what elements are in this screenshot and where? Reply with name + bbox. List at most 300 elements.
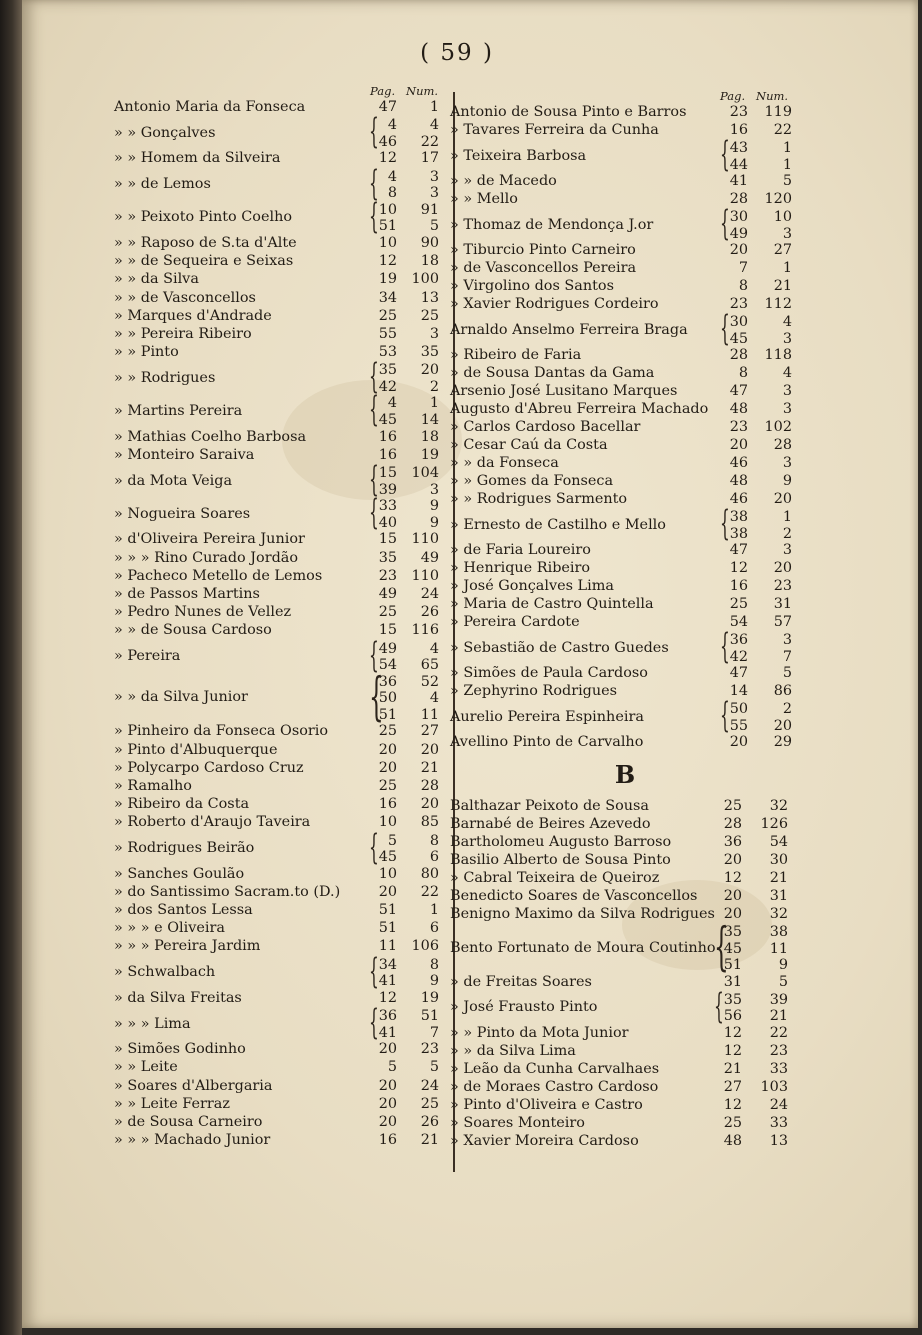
brace-mark: { bbox=[714, 917, 729, 977]
index-entry bbox=[114, 1113, 439, 1132]
entry-name: Benigno Maximo da Silva Rodrigues bbox=[450, 906, 715, 922]
index-entry bbox=[450, 906, 800, 924]
index-entry bbox=[450, 852, 800, 870]
number-ref: 30 bbox=[769, 852, 788, 868]
brace-mark: { bbox=[720, 627, 730, 667]
page-ref: 49 bbox=[729, 225, 748, 242]
index-entry bbox=[450, 278, 800, 296]
page-ref: 48 bbox=[729, 401, 748, 417]
entry-name: Barnabé de Beires Azevedo bbox=[450, 816, 651, 832]
entry-name: » » » Pereira Jardim bbox=[114, 938, 261, 955]
number-ref: 19 bbox=[420, 446, 439, 463]
number-ref: 31 bbox=[769, 888, 788, 904]
brace-mark: { bbox=[369, 635, 379, 676]
page-ref: 23 bbox=[378, 567, 397, 584]
number-ref: 4 bbox=[429, 640, 439, 657]
page-ref: 23 bbox=[729, 104, 748, 120]
page-ref: 42 bbox=[378, 378, 397, 395]
page-ref: 12 bbox=[723, 870, 742, 886]
page-ref: 20 bbox=[378, 1113, 397, 1130]
page-ref: 50 bbox=[378, 690, 397, 707]
entry-name: » Simões Godinho bbox=[114, 1041, 246, 1058]
entry-name: » » Gonçalves bbox=[114, 124, 216, 141]
number-ref: 51 bbox=[420, 1008, 439, 1024]
number-ref: 20 bbox=[773, 491, 792, 507]
index-entry bbox=[114, 1041, 439, 1059]
index-entry bbox=[114, 777, 439, 796]
page-ref: 49 bbox=[378, 585, 397, 602]
page-number: ( 59 ) bbox=[420, 40, 494, 66]
number-ref: 20 bbox=[773, 560, 792, 576]
index-entry bbox=[450, 1097, 800, 1115]
page-ref: 35 bbox=[378, 549, 397, 566]
page-ref: 25 bbox=[378, 604, 397, 621]
number-ref: 28 bbox=[773, 437, 792, 453]
entry-name: Bartholomeu Augusto Barroso bbox=[450, 834, 672, 850]
brace-mark: { bbox=[369, 112, 379, 153]
brace-mark: { bbox=[720, 696, 730, 736]
brace-mark: { bbox=[720, 135, 730, 175]
entry-name: » » Rodrigues Sarmento bbox=[450, 491, 628, 507]
entry-name: » Carlos Cardoso Bacellar bbox=[450, 419, 641, 435]
page-ref: 12 bbox=[378, 989, 397, 1006]
entry-name: » » da Silva Lima bbox=[450, 1042, 576, 1059]
entry-name: » Pinto d'Oliveira e Castro bbox=[450, 1096, 643, 1113]
entry-name: » Pereira bbox=[114, 648, 181, 664]
page-ref: 36 bbox=[723, 834, 742, 850]
number-ref: 49 bbox=[420, 549, 439, 566]
number-ref: 33 bbox=[769, 1114, 788, 1131]
number-ref: 9 bbox=[429, 514, 439, 531]
number-ref: 1 bbox=[429, 902, 439, 919]
number-ref: 39 bbox=[769, 991, 788, 1008]
index-entry bbox=[450, 1115, 800, 1133]
entry-name: » Xavier Rodrigues Cordeiro bbox=[450, 296, 659, 312]
page-ref: 30 bbox=[729, 314, 748, 330]
index-entry bbox=[450, 504, 800, 544]
entry-name: Benedicto Soares de Vasconcellos bbox=[450, 888, 698, 904]
index-entry bbox=[450, 309, 800, 349]
entry-name: Bento Fortunato de Moura Coutinho bbox=[450, 939, 716, 956]
book-page bbox=[22, 0, 918, 1328]
page-ref: 12 bbox=[378, 150, 397, 167]
index-entry bbox=[114, 567, 439, 586]
page-ref: 47 bbox=[729, 665, 748, 681]
index-entry bbox=[450, 473, 800, 491]
page-ref: 38 bbox=[729, 509, 748, 525]
brace-mark: { bbox=[369, 1003, 379, 1043]
entry-name: » Soares Monteiro bbox=[450, 1114, 585, 1131]
page-ref: 4 bbox=[387, 117, 397, 134]
page-ref: 4 bbox=[387, 395, 397, 412]
index-entry bbox=[450, 419, 800, 437]
number-ref: 26 bbox=[420, 604, 439, 621]
number-ref: 8 bbox=[429, 956, 439, 973]
index-entry bbox=[450, 596, 800, 614]
number-ref: 3 bbox=[782, 542, 792, 558]
brace-mark: { bbox=[714, 986, 724, 1027]
entry-name: » Ribeiro de Faria bbox=[450, 347, 582, 363]
brace-mark: { bbox=[369, 666, 384, 727]
number-ref: 103 bbox=[760, 1078, 788, 1095]
entry-name: » Thomaz de Mendonça J.or bbox=[450, 216, 654, 233]
entry-name: » Soares d'Albergaria bbox=[114, 1077, 273, 1094]
page-ref: 45 bbox=[378, 411, 397, 428]
number-ref: 22 bbox=[420, 133, 439, 150]
number-ref: 8 bbox=[429, 832, 439, 849]
number-ref: 13 bbox=[420, 289, 439, 306]
page-ref: 42 bbox=[729, 648, 748, 665]
entry-name: » José Gonçalves Lima bbox=[450, 578, 614, 594]
page-ref: 12 bbox=[723, 1042, 742, 1059]
index-entry bbox=[450, 696, 800, 736]
num-header: Num. bbox=[406, 84, 439, 98]
entry-name: » » Gomes da Fonseca bbox=[450, 473, 614, 489]
number-ref: 27 bbox=[773, 242, 792, 258]
page-ref: 47 bbox=[729, 542, 748, 558]
number-ref: 3 bbox=[782, 401, 792, 417]
number-ref: 6 bbox=[429, 849, 439, 865]
index-entry bbox=[450, 986, 800, 1027]
number-ref: 65 bbox=[420, 657, 439, 673]
number-ref: 19 bbox=[420, 989, 439, 1006]
page-ref: 25 bbox=[378, 307, 397, 324]
number-ref: 1 bbox=[782, 260, 792, 276]
brace-mark: { bbox=[369, 357, 379, 398]
brace-mark: { bbox=[720, 204, 730, 244]
entry-name: » » » Machado Junior bbox=[114, 1132, 271, 1149]
page-ref: 12 bbox=[729, 560, 748, 576]
index-entry bbox=[114, 1077, 439, 1096]
index-entry bbox=[450, 401, 800, 419]
number-ref: 24 bbox=[420, 585, 439, 602]
index-entry bbox=[114, 99, 439, 117]
index-entry bbox=[114, 883, 439, 902]
number-ref: 7 bbox=[429, 1024, 439, 1041]
page-ref: 16 bbox=[729, 578, 748, 594]
entry-name: » de Sousa Carneiro bbox=[114, 1113, 263, 1130]
number-ref: 29 bbox=[773, 734, 792, 750]
number-ref: 1 bbox=[429, 395, 439, 412]
page-ref: 47 bbox=[378, 99, 397, 115]
page-ref: 20 bbox=[729, 437, 748, 453]
number-ref: 2 bbox=[782, 701, 792, 717]
index-entry bbox=[114, 390, 439, 431]
entry-name: Antonio de Sousa Pinto e Barros bbox=[450, 104, 687, 120]
entry-name: » » de Macedo bbox=[450, 173, 557, 189]
number-ref: 4 bbox=[429, 690, 439, 707]
page-ref: 40 bbox=[378, 514, 397, 531]
number-ref: 3 bbox=[429, 185, 439, 202]
entry-name: » Virgolino dos Santos bbox=[450, 278, 614, 294]
number-ref: 106 bbox=[411, 938, 439, 955]
entry-name: » Cesar Caú da Costa bbox=[450, 437, 608, 453]
number-ref: 10 bbox=[773, 209, 792, 225]
index-entry bbox=[450, 683, 800, 701]
index-entry bbox=[450, 260, 800, 278]
index-entry bbox=[450, 888, 800, 906]
index-entry bbox=[114, 460, 439, 500]
page-ref: 20 bbox=[723, 888, 742, 904]
entry-name: Avellino Pinto de Carvalho bbox=[450, 734, 644, 750]
column-header bbox=[450, 88, 800, 104]
page-ref: 12 bbox=[723, 1024, 742, 1041]
page-ref: 55 bbox=[378, 325, 397, 342]
entry-name: » do Santissimo Sacram.to (D.) bbox=[114, 883, 341, 900]
page-ref: 20 bbox=[729, 242, 748, 258]
number-ref: 14 bbox=[420, 411, 439, 428]
page-ref: 12 bbox=[723, 1096, 742, 1113]
page-ref: 36 bbox=[378, 673, 397, 690]
page-ref: 5 bbox=[387, 832, 397, 849]
brace-mark: { bbox=[369, 460, 379, 500]
page-ref: 41 bbox=[378, 973, 397, 990]
entry-name: » » » Rino Curado Jordão bbox=[114, 549, 299, 566]
entry-list bbox=[450, 798, 800, 1151]
entry-name: » » Raposo de S.ta d'Alte bbox=[114, 234, 297, 251]
index-entry bbox=[114, 163, 439, 204]
index-entry bbox=[450, 437, 800, 455]
page-ref: 34 bbox=[378, 956, 397, 973]
entry-name: » de Faria Loureiro bbox=[450, 542, 591, 558]
page-ref: 15 bbox=[378, 465, 397, 481]
number-ref: 23 bbox=[420, 1041, 439, 1058]
number-ref: 52 bbox=[420, 673, 439, 690]
entry-name: » de Freitas Soares bbox=[450, 973, 592, 990]
page-ref: 20 bbox=[378, 1041, 397, 1058]
entry-name: » de Sousa Dantas da Gama bbox=[450, 365, 655, 381]
number-ref: 1 bbox=[782, 140, 792, 156]
entry-name: » de Vasconcellos Pereira bbox=[450, 260, 637, 276]
entry-name: » Schwalbach bbox=[114, 964, 216, 981]
entry-name: Antonio Maria da Fonseca bbox=[114, 99, 306, 115]
index-entry bbox=[114, 253, 439, 271]
entry-name: » Pacheco Metello de Lemos bbox=[114, 567, 323, 584]
number-ref: 20 bbox=[773, 717, 792, 734]
index-entry bbox=[114, 531, 439, 549]
index-entry bbox=[450, 104, 800, 122]
brace-mark: { bbox=[369, 196, 379, 237]
number-ref: 119 bbox=[764, 104, 792, 120]
index-entry bbox=[114, 196, 439, 237]
entry-name: » » Pinto da Mota Junior bbox=[450, 1024, 629, 1041]
number-ref: 90 bbox=[420, 234, 439, 251]
page-ref: 25 bbox=[378, 777, 397, 794]
number-ref: 21 bbox=[420, 759, 439, 776]
entry-name: » » Rodrigues bbox=[114, 369, 216, 386]
index-entry bbox=[450, 1133, 800, 1151]
page-ref: 45 bbox=[723, 940, 742, 957]
page-ref: 41 bbox=[378, 1024, 397, 1041]
number-ref: 91 bbox=[420, 201, 439, 218]
number-ref: 100 bbox=[411, 271, 439, 288]
page-ref: 48 bbox=[723, 1132, 742, 1149]
entry-name: » » de Sequeira e Seixas bbox=[114, 253, 294, 270]
page-ref: 25 bbox=[729, 596, 748, 612]
number-ref: 23 bbox=[773, 578, 792, 594]
entry-name: » de Passos Martins bbox=[114, 585, 260, 602]
entry-name: » Henrique Ribeiro bbox=[450, 560, 591, 576]
entry-name: » Cabral Teixeira de Queiroz bbox=[450, 870, 660, 886]
page-ref: 35 bbox=[378, 362, 397, 379]
number-ref: 27 bbox=[420, 723, 439, 740]
page-ref: 10 bbox=[378, 865, 397, 882]
brace-mark: { bbox=[369, 951, 379, 992]
page-ref: 20 bbox=[378, 1077, 397, 1094]
number-ref: 17 bbox=[420, 150, 439, 167]
number-ref: 25 bbox=[420, 1095, 439, 1112]
entry-name: » » Leite bbox=[114, 1059, 178, 1076]
index-entry bbox=[114, 827, 439, 868]
page-ref: 56 bbox=[723, 1008, 742, 1024]
page-ref: 28 bbox=[729, 191, 748, 207]
number-ref: 80 bbox=[420, 865, 439, 882]
page-ref: 16 bbox=[378, 446, 397, 463]
entry-name: » Mathias Coelho Barbosa bbox=[114, 428, 307, 445]
page-ref: 20 bbox=[723, 852, 742, 868]
page-ref: 15 bbox=[378, 531, 397, 548]
page-ref: 8 bbox=[738, 278, 748, 294]
entry-name: » Pinheiro da Fonseca Osorio bbox=[114, 723, 329, 740]
page-ref: 36 bbox=[378, 1008, 397, 1024]
number-ref: 9 bbox=[778, 957, 788, 973]
page-ref: 20 bbox=[378, 759, 397, 776]
page-ref: 23 bbox=[729, 419, 748, 435]
number-ref: 22 bbox=[420, 883, 439, 900]
number-ref: 5 bbox=[429, 218, 439, 235]
entry-name: » Martins Pereira bbox=[114, 402, 243, 419]
index-entry bbox=[114, 1132, 439, 1150]
number-ref: 33 bbox=[769, 1060, 788, 1077]
entry-name: » Pinto d'Albuquerque bbox=[114, 741, 278, 758]
number-ref: 1 bbox=[429, 99, 439, 115]
entry-name: » José Frausto Pinto bbox=[450, 999, 598, 1015]
number-ref: 13 bbox=[769, 1132, 788, 1149]
index-entry bbox=[114, 1059, 439, 1077]
index-entry bbox=[450, 122, 800, 140]
page-ref: 35 bbox=[723, 924, 742, 940]
index-entry bbox=[450, 347, 800, 365]
index-entry bbox=[114, 1095, 439, 1114]
page-ref: 55 bbox=[729, 717, 748, 734]
entry-name: » Pereira Cardote bbox=[450, 614, 580, 630]
number-ref: 24 bbox=[420, 1077, 439, 1094]
page-ref: 44 bbox=[729, 156, 748, 173]
page-ref: 53 bbox=[378, 344, 397, 361]
number-ref: 102 bbox=[764, 419, 792, 435]
entry-name: » Roberto d'Araujo Taveira bbox=[114, 814, 311, 831]
index-entry bbox=[114, 112, 439, 153]
number-ref: 110 bbox=[411, 531, 439, 548]
index-column-left bbox=[114, 83, 439, 1150]
index-entry bbox=[114, 271, 439, 289]
number-ref: 112 bbox=[764, 296, 792, 312]
number-ref: 22 bbox=[773, 122, 792, 138]
index-entry bbox=[450, 1043, 800, 1061]
page-ref: 51 bbox=[378, 902, 397, 919]
entry-name: » d'Oliveira Pereira Junior bbox=[114, 531, 305, 548]
entry-name: » Ernesto de Castilho e Mello bbox=[450, 516, 666, 533]
page-ref: 45 bbox=[378, 849, 397, 865]
entry-list bbox=[114, 99, 439, 1150]
entry-name: » » » Lima bbox=[114, 1015, 191, 1032]
entry-name: » Xavier Moreira Cardoso bbox=[450, 1132, 639, 1149]
page-ref: 27 bbox=[723, 1078, 742, 1095]
number-ref: 18 bbox=[420, 253, 439, 270]
entry-name: » » da Silva Junior bbox=[114, 689, 248, 706]
index-entry bbox=[114, 289, 439, 308]
entry-name: » Leão da Cunha Carvalhaes bbox=[450, 1060, 660, 1077]
entry-name: » » Pereira Ribeiro bbox=[114, 325, 252, 342]
page-ref: 46 bbox=[378, 133, 397, 150]
index-entry bbox=[114, 150, 439, 168]
page-ref: 50 bbox=[729, 701, 748, 717]
page-ref: 25 bbox=[723, 798, 742, 814]
number-ref: 20 bbox=[420, 362, 439, 379]
entry-name: » » » e Oliveira bbox=[114, 920, 225, 937]
entry-name: » Marques d'Andrade bbox=[114, 307, 272, 324]
entry-name: Aurelio Pereira Espinheira bbox=[450, 708, 644, 725]
page-ref: 43 bbox=[729, 140, 748, 156]
page-ref: 21 bbox=[723, 1060, 742, 1077]
index-entry bbox=[450, 1061, 800, 1079]
number-ref: 3 bbox=[429, 168, 439, 185]
number-ref: 32 bbox=[769, 906, 788, 922]
page-ref: 20 bbox=[378, 1095, 397, 1112]
pag-header: Pag. bbox=[370, 84, 396, 98]
number-ref: 2 bbox=[782, 525, 792, 542]
page-ref: 16 bbox=[378, 428, 397, 445]
index-entry bbox=[114, 1003, 439, 1043]
page-ref: 35 bbox=[723, 991, 742, 1008]
number-ref: 11 bbox=[769, 940, 788, 957]
entry-name: » de Moraes Castro Cardoso bbox=[450, 1078, 659, 1095]
num-header: Num. bbox=[756, 89, 789, 103]
number-ref: 31 bbox=[773, 596, 792, 612]
number-ref: 1 bbox=[782, 156, 792, 173]
index-entry bbox=[114, 741, 439, 760]
number-ref: 11 bbox=[420, 706, 439, 723]
index-entry bbox=[450, 242, 800, 260]
page-ref: 16 bbox=[378, 1132, 397, 1149]
page-ref: 20 bbox=[729, 734, 748, 750]
page-ref: 28 bbox=[729, 347, 748, 363]
index-entry bbox=[114, 446, 439, 465]
number-ref: 3 bbox=[429, 325, 439, 342]
number-ref: 3 bbox=[782, 632, 792, 648]
index-entry bbox=[450, 173, 800, 191]
index-entry bbox=[450, 296, 800, 314]
number-ref: 9 bbox=[782, 473, 792, 489]
index-entry bbox=[114, 635, 439, 676]
index-entry bbox=[450, 917, 800, 977]
number-ref: 24 bbox=[769, 1096, 788, 1113]
entry-list bbox=[450, 104, 800, 752]
page-ref: 15 bbox=[378, 622, 397, 639]
page-ref: 51 bbox=[378, 218, 397, 235]
index-entry bbox=[450, 491, 800, 509]
number-ref: 5 bbox=[782, 665, 792, 681]
page-ref: 20 bbox=[723, 906, 742, 922]
index-entry bbox=[114, 989, 439, 1008]
number-ref: 1 bbox=[782, 509, 792, 525]
number-ref: 7 bbox=[782, 648, 792, 665]
number-ref: 54 bbox=[769, 834, 788, 850]
index-entry bbox=[450, 560, 800, 578]
index-entry bbox=[114, 902, 439, 920]
entry-name: » Polycarpo Cardoso Cruz bbox=[114, 759, 304, 776]
page-ref: 47 bbox=[729, 383, 748, 399]
